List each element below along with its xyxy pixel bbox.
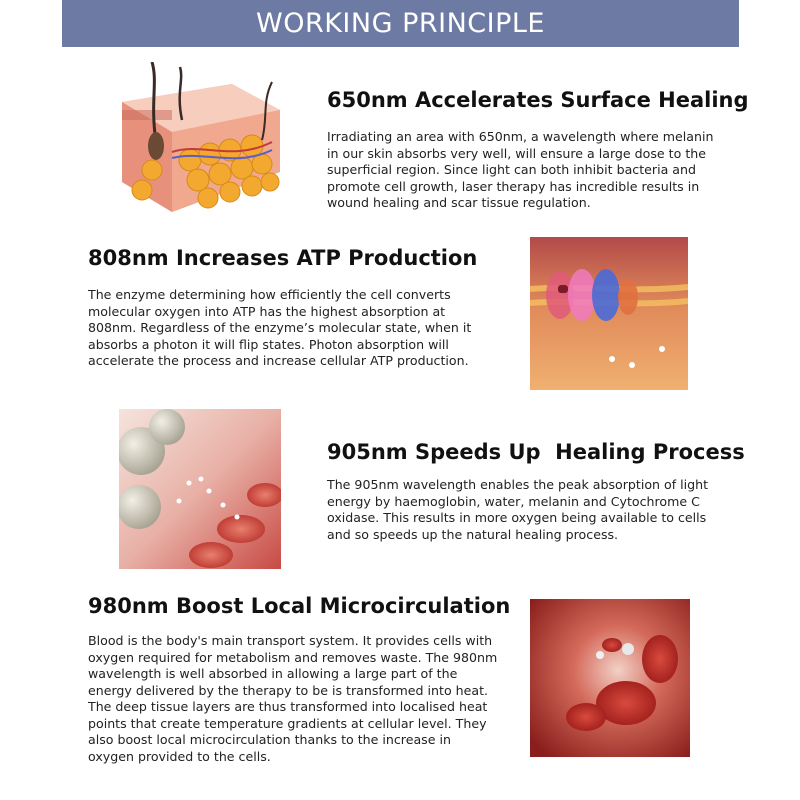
section-980-heading: 980nm Boost Local Microcirculation <box>88 594 511 618</box>
blood-vessel-red-cells-illustration <box>530 599 690 757</box>
section-808-body: The enzyme determining how efficiently the cell converts molecular oxygen into ATP has the highest absorption at 808nm. Regardless of the enzyme’s molecular state, when it absorbs a photon it will flip states. Photon absorption will accelerate the process and increase cellular ATP production. <box>88 287 472 368</box>
section-650-body: Irradiating an area with 650nm, a wavelength where melanin in our skin absorbs very well, will ensure a large dose to the superficial region. Since light can both inhibit bacteria and promote cell growth, laser therapy has incredible results in wound healing and scar tissue regulation. <box>327 129 714 210</box>
page-title: WORKING PRINCIPLE <box>256 8 545 39</box>
section-905-heading: 905nm Speeds Up Healing Process <box>327 440 745 464</box>
cell-membrane-light-illustration <box>530 237 688 390</box>
section-808-heading: 808nm Increases ATP Production <box>88 246 478 270</box>
section-905-body: The 905nm wavelength enables the peak absorption of light energy by haemoglobin, water, melanin and Cytochrome C oxidase. This results in more oxygen being available to cells and so speeds up the natural healing process. <box>327 477 709 542</box>
page-banner <box>62 0 739 47</box>
section-650-heading: 650nm Accelerates Surface Healing <box>327 88 749 112</box>
section-980-body: Blood is the body's main transport system. It provides cells with oxygen required for metabolism and removes waste. The 980nm wavelength is well absorbed in allowing a large part of the energy delivered by the therapy to be is transformed into heat. The deep tissue layers are thus transformed into localised heat points that create temperature gradients at cellular level. They also boost local microcirculation thanks to the increase in oxygen provided to the cells. <box>88 633 498 764</box>
blood-cells-oxygen-illustration <box>119 409 281 569</box>
skin-cross-section-illustration <box>112 62 284 218</box>
